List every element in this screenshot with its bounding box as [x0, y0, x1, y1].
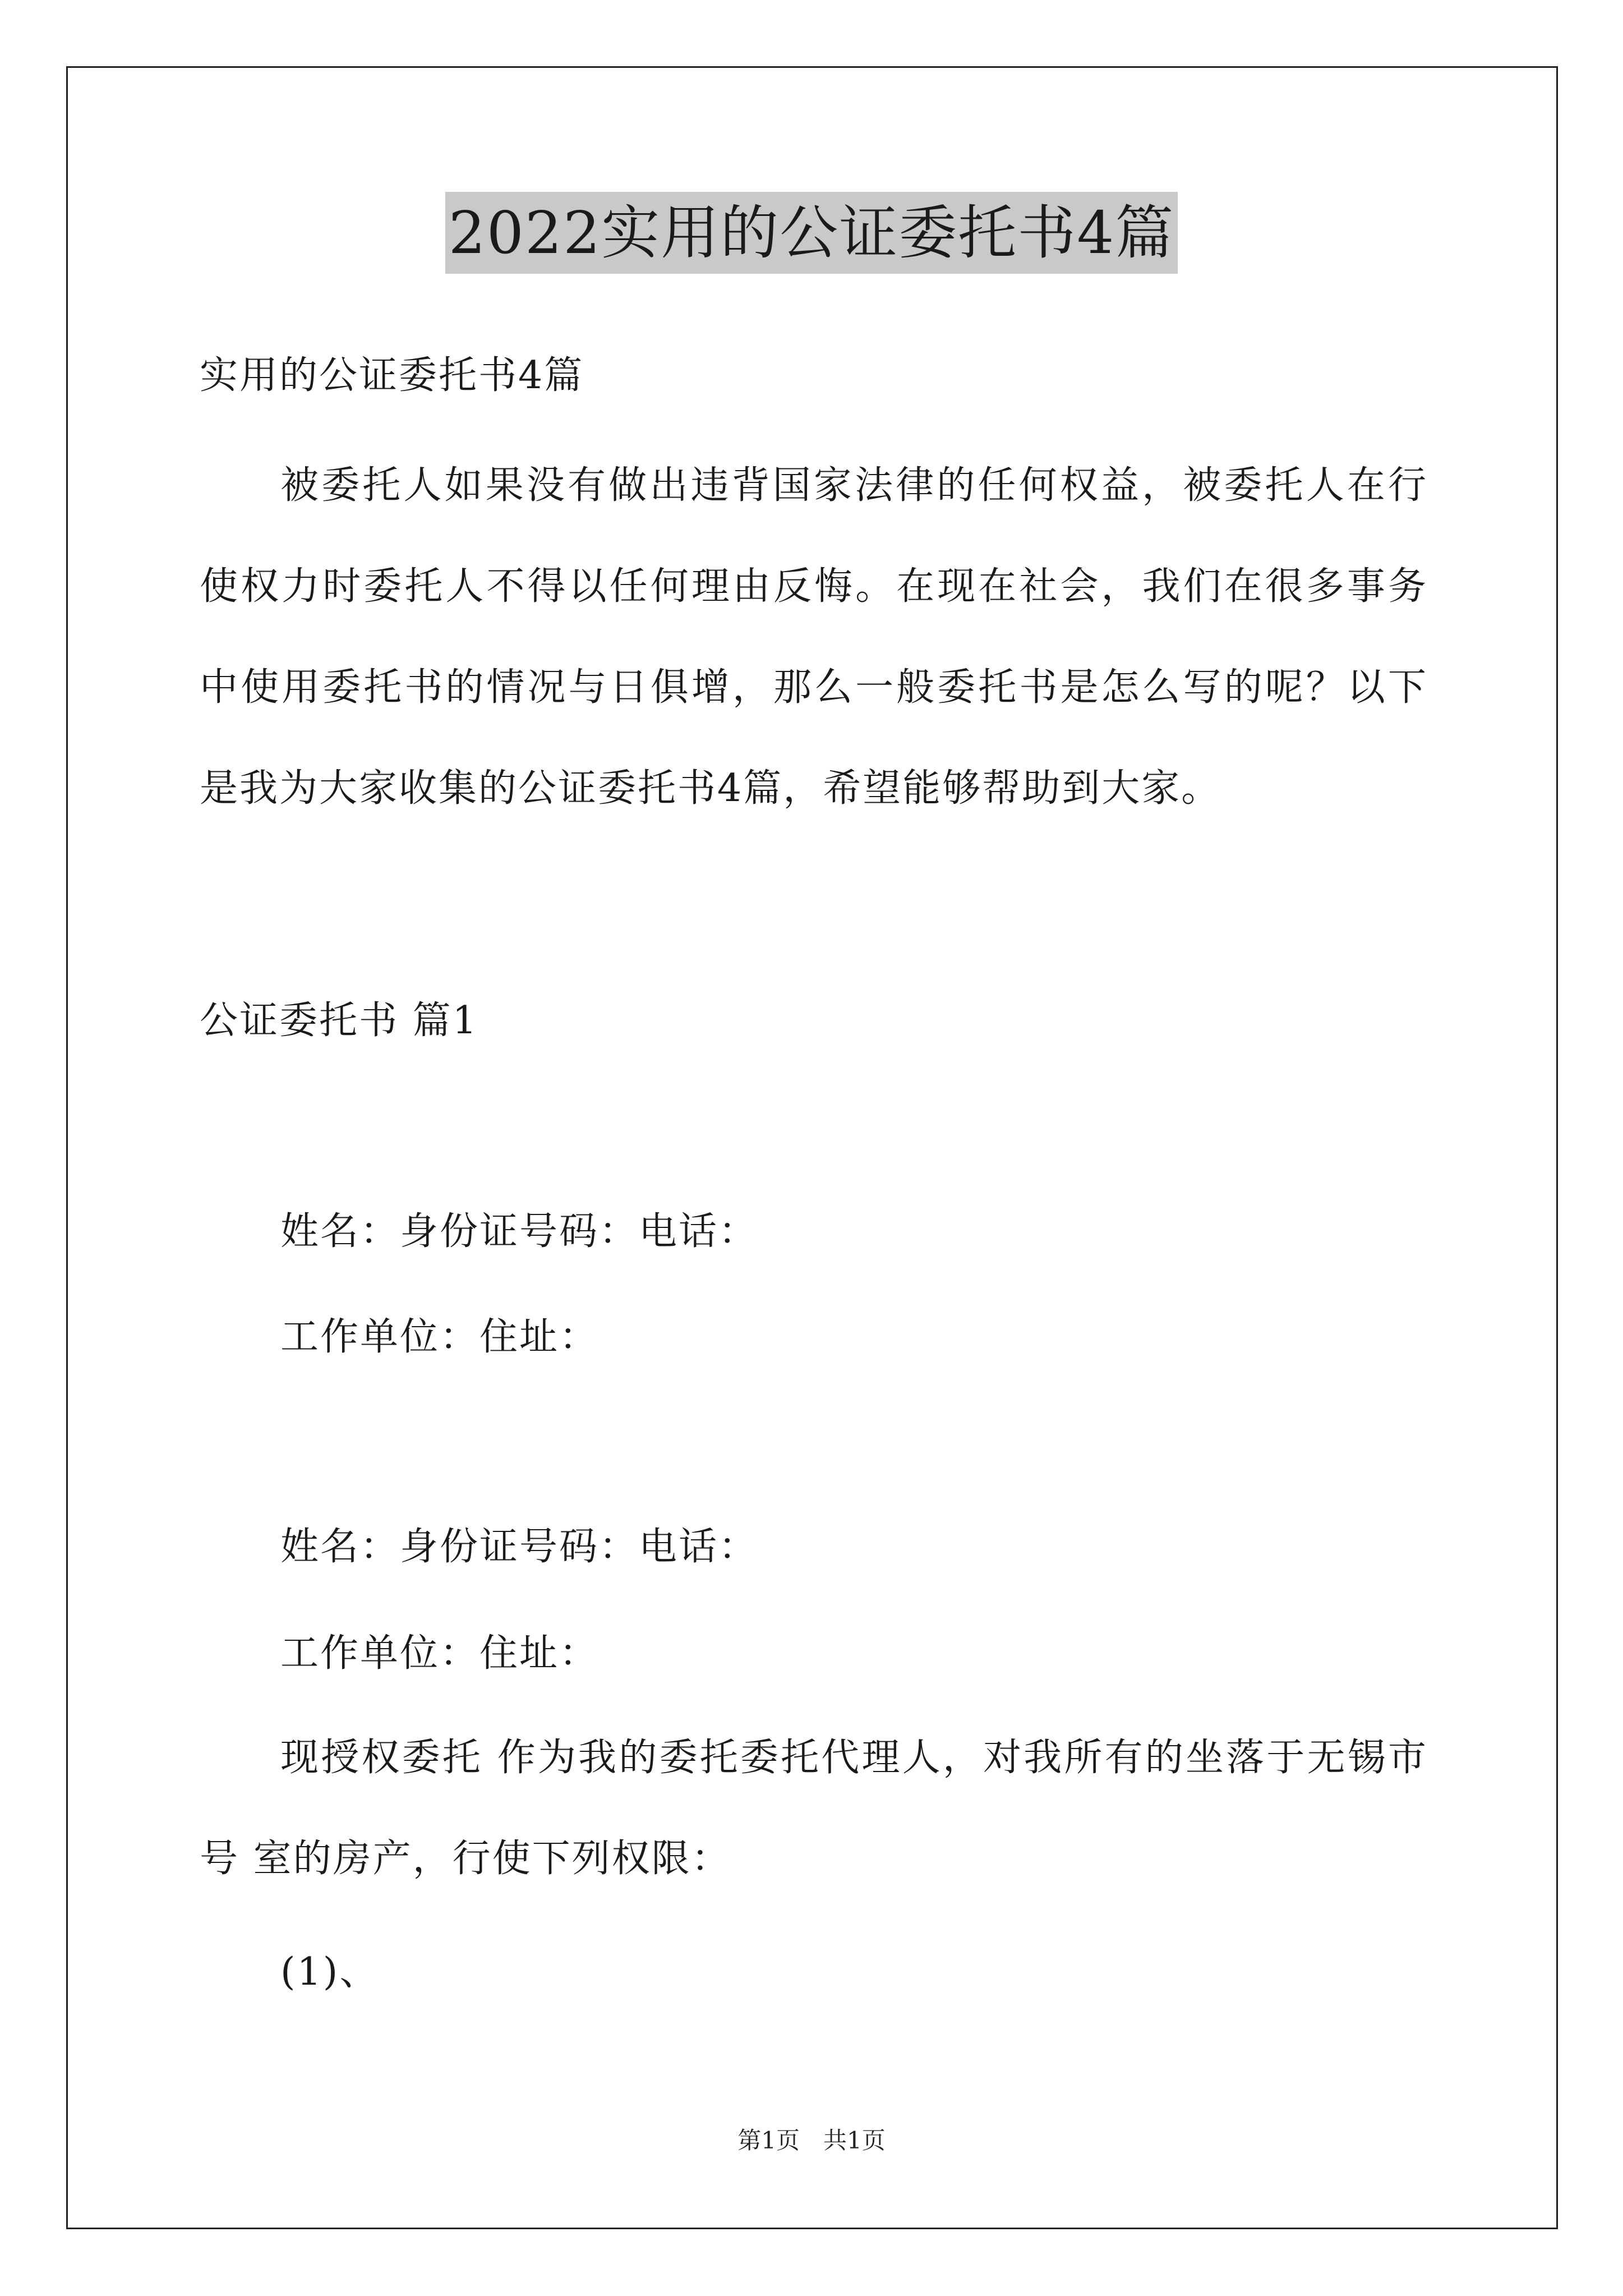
item-1: (1)、: [280, 1950, 380, 1994]
page-footer: 第1页 共1页: [737, 2127, 886, 2154]
document-subtitle: 实用的公证委托书4篇: [200, 353, 584, 398]
party1-info-line: 姓名：身份证号码：电话：: [280, 1209, 759, 1254]
party2-address-line: 工作单位：住址：: [280, 1631, 600, 1676]
party2-info-line: 姓名：身份证号码：电话：: [280, 1525, 759, 1569]
authorization-paragraph: 现授权委托 作为我的委托委托代理人，对我所有的坐落于无锡市号 室的房产，行使下列权限：: [200, 1736, 1428, 1881]
document-title-text: 2022实用的公证委托书4篇: [445, 192, 1178, 274]
party1-address-line: 工作单位：住址：: [280, 1315, 600, 1359]
document-title: [0, 192, 1623, 274]
intro-paragraph: 被委托人如果没有做出违背国家法律的任何权益，被委托人在行使权力时委托人不得以任何理由反悔。在现在社会，我们在很多事务中使用委托书的情况与日俱增，那么一般委托书是怎么写的呢？以下是我为大家收集的公证委托书4篇，希望能够帮助到大家。: [200, 463, 1428, 811]
section-heading: 公证委托书 篇1: [200, 999, 478, 1043]
